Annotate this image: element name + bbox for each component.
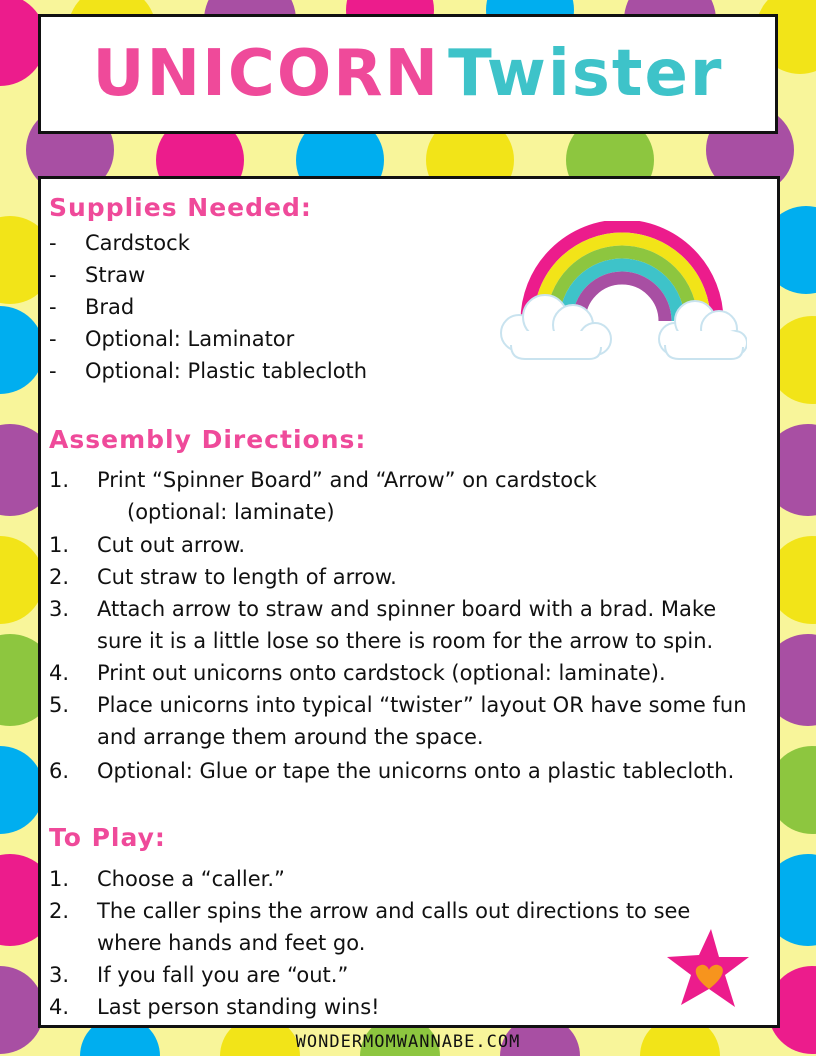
title-twister: Twister bbox=[448, 37, 724, 111]
instructions-panel bbox=[38, 176, 780, 1028]
play-heading: To Play: bbox=[49, 823, 166, 852]
supply-item: Cardstock bbox=[85, 231, 190, 255]
step-text: sure it is a little lose so there is room for the arrow to spin. bbox=[97, 629, 714, 653]
list-bullet: - bbox=[49, 263, 57, 287]
step-text: Cut straw to length of arrow. bbox=[97, 565, 397, 589]
supply-item: Optional: Plastic tablecloth bbox=[85, 359, 368, 383]
step-text: Last person standing wins! bbox=[97, 995, 380, 1019]
step-text: Place unicorns into typical “twister” layout OR have some fun bbox=[97, 693, 747, 717]
step-number: 5. bbox=[49, 693, 70, 717]
step-number: 6. bbox=[49, 759, 70, 783]
step-number: 1. bbox=[49, 468, 70, 492]
pink-star-with-heart-icon bbox=[663, 927, 753, 1013]
step-number: 2. bbox=[49, 565, 70, 589]
list-bullet: - bbox=[49, 359, 57, 383]
step-text: Optional: Glue or tape the unicorns onto a plastic tablecloth. bbox=[97, 759, 735, 783]
supply-item: Optional: Laminator bbox=[85, 327, 295, 351]
step-text: If you fall you are “out.” bbox=[97, 963, 349, 987]
website-footer: WONDERMOMWANNABE.COM bbox=[295, 1032, 521, 1052]
title-unicorn: UNICORN bbox=[92, 37, 441, 111]
step-text: Print out unicorns onto cardstock (optional: laminate). bbox=[97, 661, 666, 685]
step-text: and arrange them around the space. bbox=[97, 725, 484, 749]
step-text: Cut out arrow. bbox=[97, 533, 246, 557]
step-number: 3. bbox=[49, 597, 70, 621]
step-text: The caller spins the arrow and calls out directions to see bbox=[97, 899, 691, 923]
step-number: 3. bbox=[49, 963, 70, 987]
list-bullet: - bbox=[49, 295, 57, 319]
supply-item: Brad bbox=[85, 295, 135, 319]
page-title bbox=[92, 37, 724, 111]
step-text: where hands and feet go. bbox=[97, 931, 366, 955]
step-text: Choose a “caller.” bbox=[97, 867, 285, 891]
step-text: Attach arrow to straw and spinner board with a brad. Make bbox=[97, 597, 717, 621]
step-number: 1. bbox=[49, 867, 70, 891]
supplies-heading: Supplies Needed: bbox=[49, 193, 312, 222]
step-text: (optional: laminate) bbox=[127, 500, 335, 524]
list-bullet: - bbox=[49, 327, 57, 351]
step-number: 2. bbox=[49, 899, 70, 923]
list-bullet: - bbox=[49, 231, 57, 255]
step-text: Print “Spinner Board” and “Arrow” on cardstock bbox=[97, 468, 597, 492]
step-number: 1. bbox=[49, 533, 70, 557]
title-banner bbox=[38, 14, 778, 134]
rainbow-with-clouds-icon bbox=[497, 221, 747, 371]
step-number: 4. bbox=[49, 995, 70, 1019]
supply-item: Straw bbox=[85, 263, 146, 287]
step-number: 4. bbox=[49, 661, 70, 685]
assembly-heading: Assembly Directions: bbox=[49, 425, 367, 454]
